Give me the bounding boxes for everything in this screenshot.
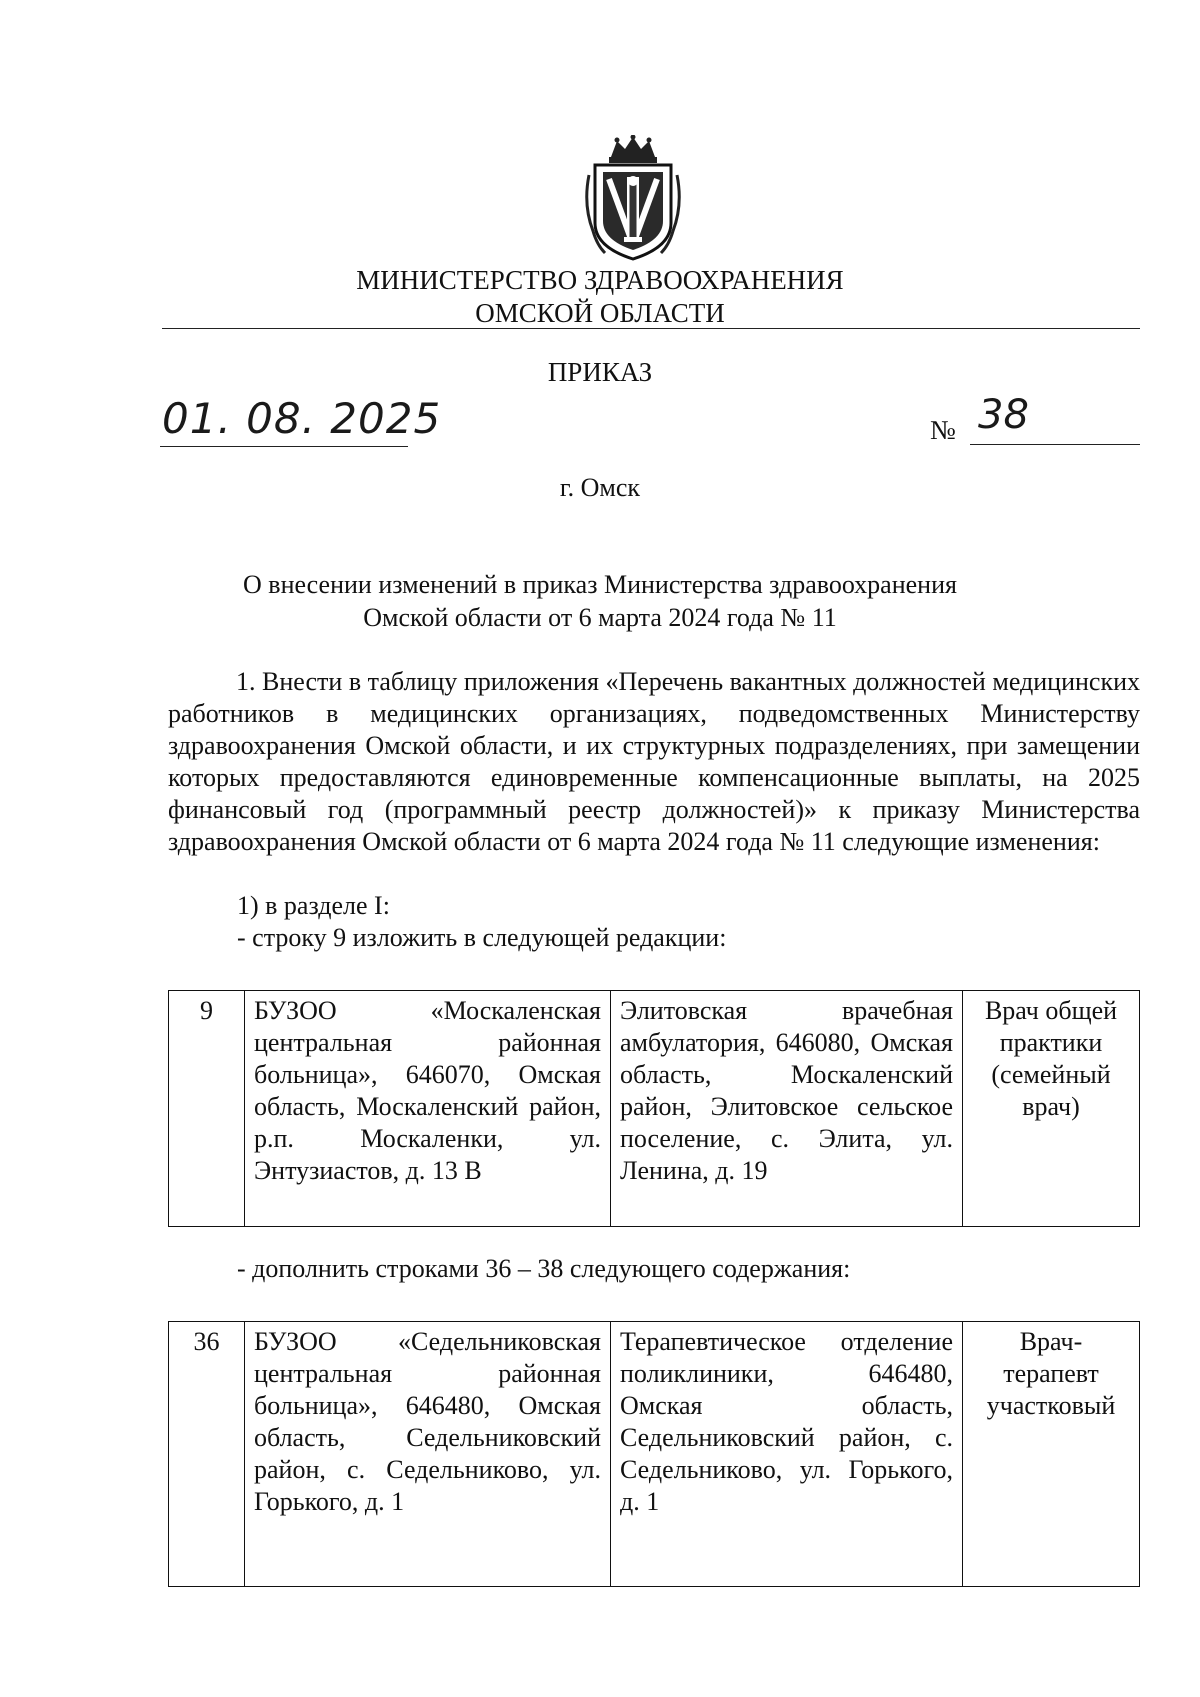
order-subject <box>0 568 1200 634</box>
subject-line-1: О внесении изменений в приказ Министерства здравоохранения <box>243 570 957 599</box>
subdivision-cell: Терапевтическое отделение поликлиники, 646480, Омская область, Седельниковский район, с. Седельниково, ул. Горького, д. 1 <box>611 1322 963 1587</box>
position-cell: Врач-терапевт участковый <box>963 1322 1140 1587</box>
document-type: ПРИКАЗ <box>547 357 653 387</box>
document-date: 01. 08. 2025 <box>162 394 442 443</box>
section-item: 1) в разделе I: <box>237 891 390 920</box>
number-sign: № <box>930 415 956 445</box>
table-row-36 <box>168 1321 1140 1587</box>
document-number: 38 <box>978 392 1029 438</box>
city: г. Омск <box>559 473 641 502</box>
table-row-9 <box>168 990 1140 1227</box>
ministry-name-line-2: ОМСКОЙ ОБЛАСТИ <box>475 298 725 328</box>
table-row <box>169 1322 1140 1587</box>
subdivision-cell: Элитовская врачебная амбулатория, 646080, Омская область, Москаленский район, Элитовское сельское поселение, с. Элита, ул. Ленина, д. 19 <box>611 991 963 1227</box>
table-row <box>169 991 1140 1227</box>
instruction-replace-row: - строку 9 изложить в следующей редакции: <box>237 923 727 952</box>
row-number: 9 <box>169 991 245 1227</box>
instruction-add-rows: - дополнить строками 36 – 38 следующего содержания: <box>237 1254 851 1283</box>
ministry-name-line-1: МИНИСТЕРСТВО ЗДРАВООХРАНЕНИЯ <box>356 265 844 295</box>
organization-cell: БУЗОО «Седельниковская центральная районная больница», 646480, Омская область, Седельниковский район, с. Седельниково, ул. Горького, д. 1 <box>245 1322 611 1587</box>
header-divider <box>162 328 1140 329</box>
position-cell: Врач общей практики (семейный врач) <box>963 991 1140 1227</box>
date-underline <box>160 446 408 447</box>
organization-cell: БУЗОО «Москаленская центральная районная больница», 646070, Омская область, Москаленский район, р.п. Москаленки, ул. Энтузиастов, д. 13 В <box>245 991 611 1227</box>
omsk-oblast-coat-of-arms-icon <box>583 135 683 263</box>
number-underline <box>970 444 1140 445</box>
row-number: 36 <box>169 1322 245 1587</box>
body-paragraph-1: 1. Внести в таблицу приложения «Перечень вакантных должностей медицинских работников в медицинских организациях, подведомственных Министерству здравоохранения Омской области, и их структурных подразделениях, при замещении которых предоставляются единовременные компенсационные выплаты, на 2025 финансовый год (программный реестр должностей)» к приказу Министерства здравоохранения Омской области от 6 марта 2024 года № 11 следующие изменения: <box>168 667 1140 856</box>
subject-line-2: Омской области от 6 марта 2024 года № 11 <box>363 603 837 632</box>
